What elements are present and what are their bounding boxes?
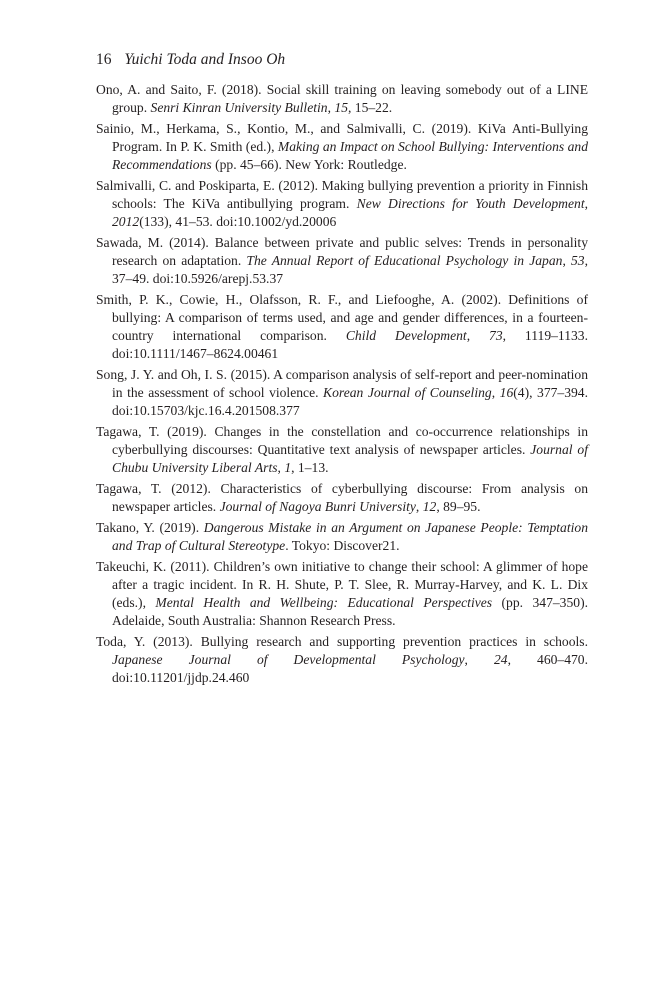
reference-entry bbox=[96, 366, 588, 420]
reference-entry bbox=[96, 519, 588, 555]
reference-text: (pp. 45–66). New York: Routledge. bbox=[211, 157, 407, 172]
page bbox=[96, 50, 588, 690]
reference-entry bbox=[96, 234, 588, 288]
reference-italic-text: 24 bbox=[493, 652, 508, 667]
reference-entry bbox=[96, 291, 588, 363]
reference-text: , bbox=[327, 100, 335, 115]
reference-text: Sainio, M., Herkama, S., Kontio, M., and Salmivalli, C. (2019). KiVa Anti-Bullying Program. In P. K. Smith (ed.), bbox=[96, 121, 588, 154]
reference-text: (4), 377–394. doi:10.15703/kjc.16.4.201508.377 bbox=[112, 385, 589, 418]
reference-italic-text: Dangerous Mistake in an Argument on Japanese People: Temptation and Trap of Cultural Stereotype bbox=[112, 520, 588, 553]
reference-italic-text: Korean Journal of Counseling bbox=[323, 385, 492, 400]
reference-text: , 460–470. doi:10.11201/jjdp.24.460 bbox=[112, 652, 588, 685]
reference-text: Smith, P. K., Cowie, H., Olafsson, R. F., and Liefooghe, A. (2002). Definitions of bullying: A comparison of terms used, and age and gender differences, in a fourteen-country international comparison. bbox=[96, 292, 588, 343]
reference-italic-text: Senri Kinran University Bulletin bbox=[150, 100, 328, 115]
reference-text: Tagawa, T. (2012). Characteristics of cyberbullying discourse: From analysis on newspaper articles. bbox=[96, 481, 588, 514]
reference-entry bbox=[96, 120, 588, 174]
reference-text: Sawada, M. (2014). Balance between private and public selves: Trends in personality research on adaptation. bbox=[96, 235, 588, 268]
reference-text: , 1–13. bbox=[291, 460, 329, 475]
reference-text: Song, J. Y. and Oh, I. S. (2015). A comparison analysis of self-report and peer-nomination in the assessment of school violence. bbox=[96, 367, 588, 400]
reference-text: Takeuchi, K. (2011). Children’s own initiative to change their school: A glimmer of hope after a tragic incident. In R. H. Shute, P. T. Slee, R. Murray-Harvey, and K. L. Dix (eds.), bbox=[96, 559, 588, 610]
reference-italic-text: Journal of Nagoya Bunri University bbox=[219, 499, 416, 514]
reference-entry bbox=[96, 558, 588, 630]
reference-italic-text: Child Development bbox=[345, 328, 467, 343]
reference-italic-text: Mental Health and Wellbeing: Educational Perspectives bbox=[155, 595, 493, 610]
reference-text: , 1119–1133. doi:10.1111/1467–8624.00461 bbox=[112, 328, 588, 361]
reference-entry bbox=[96, 81, 588, 117]
reference-text: , bbox=[491, 385, 500, 400]
reference-text: , bbox=[466, 328, 490, 343]
reference-text: , bbox=[277, 460, 285, 475]
reference-italic-text: New Directions for Youth Development bbox=[356, 196, 585, 211]
reference-text: , 15–22. bbox=[347, 100, 393, 115]
reference-italic-text: 73 bbox=[489, 328, 503, 343]
running-head-authors: Yuichi Toda and Insoo Oh bbox=[124, 51, 286, 68]
reference-italic-text: 53 bbox=[571, 253, 585, 268]
reference-text: , bbox=[562, 253, 571, 268]
reference-entry bbox=[96, 177, 588, 231]
reference-italic-text: The Annual Report of Educational Psychology in Japan bbox=[246, 253, 563, 268]
reference-list bbox=[96, 81, 588, 687]
reference-entry bbox=[96, 480, 588, 516]
reference-text: , bbox=[584, 196, 589, 211]
reference-text: Ono, A. and Saito, F. (2018). Social skill training on leaving somebody out of a LINE group. bbox=[96, 82, 588, 115]
reference-text: , 89–95. bbox=[436, 499, 481, 514]
reference-italic-text: 12 bbox=[422, 499, 437, 514]
reference-italic-text: Japanese Journal of Developmental Psychology bbox=[112, 652, 465, 667]
reference-text: Tagawa, T. (2019). Changes in the constellation and co-occurrence relationships in cyberbullying discourses: Quantitative text analysis of newspaper articles. bbox=[96, 424, 588, 457]
reference-italic-text: 15 bbox=[334, 100, 348, 115]
reference-italic-text: Journal of Chubu University Liberal Arts bbox=[112, 442, 588, 475]
reference-italic-text: 1 bbox=[284, 460, 292, 475]
reference-text: . Tokyo: Discover21. bbox=[285, 538, 400, 553]
page-number: 16 bbox=[96, 51, 112, 68]
reference-text: Takano, Y. (2019). bbox=[96, 520, 204, 535]
running-head bbox=[96, 50, 588, 70]
reference-text: Toda, Y. (2013). Bullying research and supporting prevention practices in schools. bbox=[96, 634, 588, 649]
reference-text: (pp. 347–350). Adelaide, South Australia: Shannon Research Press. bbox=[112, 595, 588, 628]
reference-italic-text: Making an Impact on School Bullying: Interventions and Recommendations bbox=[112, 139, 588, 172]
reference-italic-text: 16 bbox=[499, 385, 514, 400]
reference-text: Salmivalli, C. and Poskiparta, E. (2012). Making bullying prevention a priority in Finnish schools: The KiVa antibullying program. bbox=[96, 178, 588, 211]
reference-text: (133), 41–53. doi:10.1002/yd.20006 bbox=[139, 214, 337, 229]
reference-text: , bbox=[464, 652, 494, 667]
reference-entry bbox=[96, 633, 588, 687]
reference-text: , bbox=[415, 499, 423, 514]
reference-entry bbox=[96, 423, 588, 477]
reference-text: , 37–49. doi:10.5926/arepj.53.37 bbox=[112, 253, 588, 286]
reference-italic-text: 2012 bbox=[112, 214, 140, 229]
